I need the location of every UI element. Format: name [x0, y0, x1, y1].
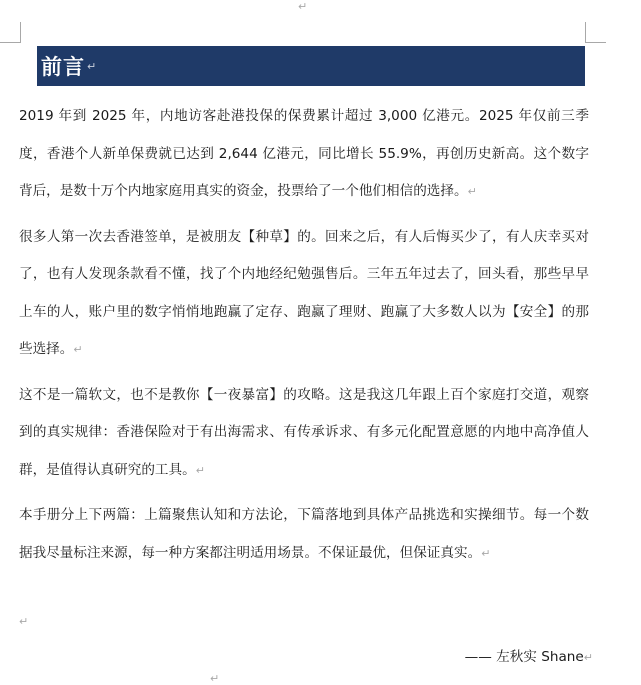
signature-text: —— 左秋实 Shane — [464, 649, 584, 665]
paragraph-mark: ↵ — [195, 463, 205, 477]
paragraph-mark: ↵ — [73, 343, 83, 356]
paragraph-mark: ↵ — [481, 546, 491, 560]
margin-corner-right — [585, 22, 606, 43]
signature — [465, 645, 593, 665]
paragraph-1 — [19, 98, 589, 211]
paragraph-4 — [19, 497, 589, 572]
paragraph-3-text: 这不是一篇软文，也不是教你【一夜暴富】的攻略。这是我这几年跟上百个家庭打交道，观察到的真实规律：香港保险对于有出海需求、有传承诉求、有多元化配置意愿的内地中高净值人群，是值得认真研究的工具。 — [19, 386, 589, 478]
paragraph-3 — [19, 377, 589, 490]
paragraph-2 — [19, 219, 589, 369]
paragraph-mark-empty: ↵ — [19, 615, 29, 628]
paragraph-mark-heading: ↵ — [87, 59, 97, 73]
margin-corner-left — [0, 22, 21, 43]
paragraph-1-text: 2019 年到 2025 年，内地访客赴港投保的保费累计超过 3,000 亿港元。2025 年仅前三季度，香港个人新单保费就已达到 2,644 亿港元，同比增长 55.9%，再创历史新高。这个数字背后，是数十万个内地家庭用真实的资金，投票给了一个他们相信的选择。 — [19, 108, 589, 199]
page-title: 前言 — [41, 55, 85, 79]
paragraph-mark: ↵ — [467, 185, 477, 198]
paragraph-2-text: 很多人第一次去香港签单，是被朋友【种草】的。回来之后，有人后悔买少了，有人庆幸买对了，也有人发现条款看不懂，找了个内地经纪勉强售后。三年五年过去了，回头看，那些早早上车的人，账户里的数字悄悄地跑赢了定存、跑赢了理财、跑赢了大多数人以为【安全】的那些选择。 — [19, 228, 589, 357]
paragraph-mark-top: ↵ — [298, 0, 308, 13]
paragraph-mark-bottom: ↵ — [210, 672, 220, 685]
heading-banner — [37, 46, 585, 86]
body-text — [19, 98, 589, 572]
paragraph-4-text: 本手册分上下两篇：上篇聚焦认知和方法论，下篇落地到具体产品挑选和实操细节。每一个数据我尽量标注来源，每一种方案都注明适用场景。不保证最优，但保证真实。 — [19, 507, 589, 561]
paragraph-mark-signature: ↵ — [583, 651, 593, 664]
